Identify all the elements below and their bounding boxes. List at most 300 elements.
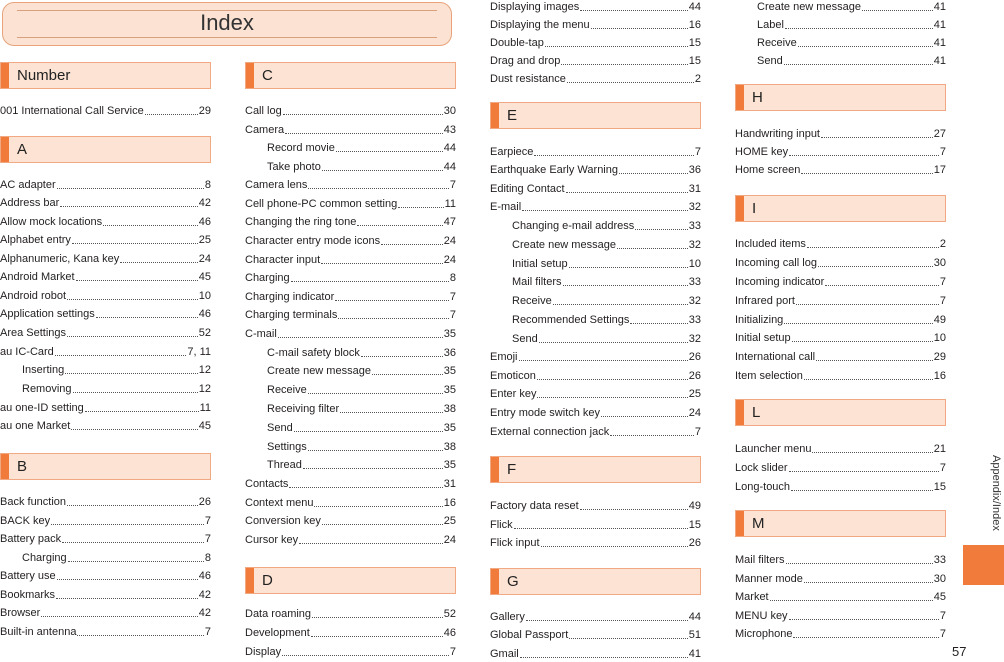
index-entry <box>490 196 701 214</box>
index-entry <box>735 346 946 364</box>
dot-leader <box>821 137 933 138</box>
entry-page: 41 <box>933 37 946 49</box>
dot-leader <box>789 155 939 156</box>
index-entry <box>490 0 701 14</box>
entry-term: Infrared port <box>735 295 795 307</box>
index-entry <box>735 141 946 159</box>
entry-term: Gallery <box>490 611 525 623</box>
index-entry <box>245 603 456 621</box>
dot-leader <box>580 509 688 510</box>
dot-leader <box>798 46 933 47</box>
entry-term: External connection jack <box>490 426 610 438</box>
index-entry <box>757 50 946 68</box>
entry-page: 24 <box>688 407 701 419</box>
entry-page: 32 <box>688 333 701 345</box>
title-rule-bottom <box>17 37 437 38</box>
dot-leader <box>569 267 688 268</box>
entry-term: International call <box>735 351 816 363</box>
entry-term: Changing e-mail address <box>512 220 635 232</box>
entry-term: Address bar <box>0 197 60 209</box>
entry-page: 29 <box>198 105 211 117</box>
entry-page: 27 <box>933 128 946 140</box>
index-entry <box>490 514 701 532</box>
entry-term: C-mail safety block <box>267 347 360 359</box>
entry-term: Incoming indicator <box>735 276 825 288</box>
dot-leader <box>526 620 688 621</box>
dot-leader <box>335 300 449 301</box>
dot-leader <box>308 188 449 189</box>
dot-leader <box>566 192 688 193</box>
entry-page: 7, 11 <box>187 346 211 358</box>
section-header-m <box>735 510 946 537</box>
dot-leader <box>145 114 198 115</box>
dot-leader <box>381 244 443 245</box>
entry-page: 38 <box>443 403 456 415</box>
section-marker <box>736 511 744 536</box>
dot-leader <box>619 173 688 174</box>
entry-page: 7 <box>939 146 946 158</box>
dot-leader <box>567 82 694 83</box>
index-entry <box>735 290 946 308</box>
entry-term: Charging indicator <box>245 291 335 303</box>
index-entry <box>0 415 211 433</box>
entry-page: 32 <box>688 239 701 251</box>
entry-page: 12 <box>198 364 211 376</box>
index-entry <box>490 68 701 86</box>
entry-page: 16 <box>688 19 701 31</box>
entry-term: Inserting <box>22 364 65 376</box>
index-entry <box>512 328 701 346</box>
dot-leader <box>291 281 449 282</box>
entry-term: Character entry mode icons <box>245 235 381 247</box>
entry-page: 33 <box>933 554 946 566</box>
dot-leader <box>789 619 939 620</box>
entry-term: Development <box>245 627 310 639</box>
dot-leader <box>786 563 933 564</box>
entry-term: Battery use <box>0 570 56 582</box>
index-entry <box>490 178 701 196</box>
entry-page: 35 <box>443 365 456 377</box>
entry-term: E-mail <box>490 201 522 213</box>
dot-leader <box>601 416 688 417</box>
index-entry <box>245 529 456 547</box>
entry-term: Camera <box>245 124 285 136</box>
chapter-label: Appendix/Index <box>990 455 1002 531</box>
entry-term: Removing <box>22 383 72 395</box>
index-entry <box>735 327 946 345</box>
index-entry <box>267 379 456 397</box>
entry-page: 46 <box>198 308 211 320</box>
section-marker <box>736 400 744 425</box>
dot-leader <box>56 598 198 599</box>
entry-term: AC adapter <box>0 179 56 191</box>
dot-leader <box>68 561 204 562</box>
entry-term: C-mail <box>245 328 277 340</box>
entry-page: 7 <box>939 628 946 640</box>
section-header-number <box>0 62 211 89</box>
index-entry <box>267 398 456 416</box>
dot-leader <box>398 207 443 208</box>
entry-term: Earpiece <box>490 146 534 158</box>
entry-page: 7 <box>204 533 211 545</box>
entry-page: 47 <box>443 216 456 228</box>
dot-leader <box>541 546 688 547</box>
index-entry <box>245 174 456 192</box>
entry-page: 7 <box>449 291 456 303</box>
entry-term: Lock slider <box>735 462 788 474</box>
index-entry <box>735 476 946 494</box>
dot-leader <box>372 374 443 375</box>
dot-leader <box>537 397 687 398</box>
dot-leader <box>630 323 687 324</box>
index-entry <box>245 304 456 322</box>
dot-leader <box>77 635 203 636</box>
index-entry <box>0 192 211 210</box>
entry-page: 26 <box>688 351 701 363</box>
dot-leader <box>73 392 198 393</box>
index-entry <box>757 14 946 32</box>
entry-page: 26 <box>688 370 701 382</box>
dot-leader <box>338 318 449 319</box>
entry-term: Alphabet entry <box>0 234 71 246</box>
entry-term: BACK key <box>0 515 51 527</box>
entry-page: 45 <box>198 271 211 283</box>
dot-leader <box>818 266 933 267</box>
dot-leader <box>591 28 688 29</box>
entry-term: Included items <box>735 238 806 250</box>
entry-term: Take photo <box>267 161 321 173</box>
dot-leader <box>804 582 933 583</box>
entry-page: 46 <box>198 570 211 582</box>
dot-leader <box>785 28 933 29</box>
index-entry <box>0 285 211 303</box>
index-entry <box>512 309 701 327</box>
entry-page: 35 <box>443 459 456 471</box>
entry-term: Global Passport <box>490 629 569 641</box>
dot-leader <box>825 285 939 286</box>
index-entry <box>267 156 456 174</box>
entry-term: Android robot <box>0 290 67 302</box>
index-entry <box>757 0 946 14</box>
entry-page: 35 <box>443 384 456 396</box>
dot-leader <box>67 505 198 506</box>
entry-page: 45 <box>198 420 211 432</box>
index-entry <box>245 211 456 229</box>
entry-term: Character input <box>245 254 321 266</box>
section-marker <box>246 568 254 593</box>
index-entry <box>245 622 456 640</box>
entry-term: Cursor key <box>245 534 299 546</box>
index-entry <box>757 32 946 50</box>
index-entry <box>490 383 701 401</box>
entry-page: 26 <box>688 537 701 549</box>
dot-leader <box>340 412 443 413</box>
dot-leader <box>816 360 933 361</box>
entry-page: 7 <box>449 646 456 658</box>
section-label: I <box>752 200 757 217</box>
index-entry <box>0 491 211 509</box>
entry-term: Flick input <box>490 537 540 549</box>
entry-page: 7 <box>204 626 211 638</box>
dot-leader <box>303 468 443 469</box>
entry-term: Receive <box>512 295 552 307</box>
entry-term: Microphone <box>735 628 793 640</box>
entry-term: Record movie <box>267 142 335 154</box>
section-marker <box>491 457 499 482</box>
entry-term: Item selection <box>735 370 803 382</box>
entry-page: 12 <box>198 383 211 395</box>
index-entry <box>22 359 211 377</box>
entry-page: 33 <box>688 276 701 288</box>
entry-term: au one Market <box>0 420 71 432</box>
dot-leader <box>514 528 688 529</box>
index-entry <box>0 303 211 321</box>
entry-term: Context menu <box>245 497 314 509</box>
section-label: M <box>752 515 765 532</box>
entry-term: Recommended Settings <box>512 314 630 326</box>
index-entry <box>512 234 701 252</box>
entry-page: 24 <box>443 254 456 266</box>
entry-term: Entry mode switch key <box>490 407 601 419</box>
entry-page: 41 <box>933 1 946 13</box>
index-entry <box>735 549 946 567</box>
dot-leader <box>563 285 688 286</box>
index-entry <box>490 365 701 383</box>
index-entry <box>735 365 946 383</box>
dot-leader <box>321 263 443 264</box>
entry-term: au IC-Card <box>0 346 54 358</box>
index-entry <box>490 50 701 68</box>
entry-page: 36 <box>443 347 456 359</box>
entry-page: 51 <box>688 629 701 641</box>
index-entry <box>245 267 456 285</box>
entry-page: 15 <box>933 481 946 493</box>
dot-leader <box>793 637 938 638</box>
dot-leader <box>103 225 198 226</box>
dot-leader <box>796 304 939 305</box>
dot-leader <box>57 188 204 189</box>
entry-term: Double-tap <box>490 37 544 49</box>
entry-term: Flick <box>490 519 513 531</box>
index-entry <box>245 641 456 659</box>
entry-term: Thread <box>267 459 302 471</box>
entry-term: Dust resistance <box>490 73 566 85</box>
entry-page: 33 <box>688 314 701 326</box>
dot-leader <box>96 317 198 318</box>
dot-leader <box>784 64 933 65</box>
entry-term: Changing the ring tone <box>245 216 357 228</box>
entry-page: 42 <box>198 589 211 601</box>
entry-term: Handwriting input <box>735 128 820 140</box>
entry-term: Drag and drop <box>490 55 561 67</box>
index-entry <box>490 421 701 439</box>
entry-page: 35 <box>443 422 456 434</box>
section-marker <box>1 454 9 479</box>
dot-leader <box>519 360 688 361</box>
index-entry <box>735 123 946 141</box>
dot-leader <box>617 248 688 249</box>
dot-leader <box>807 247 939 248</box>
index-entry <box>245 323 456 341</box>
entry-page: 16 <box>933 370 946 382</box>
index-entry <box>512 290 701 308</box>
entry-term: Conversion key <box>245 515 321 527</box>
section-marker <box>491 569 499 594</box>
index-entry <box>245 193 456 211</box>
entry-page: 44 <box>688 611 701 623</box>
index-entry <box>245 230 456 248</box>
dot-leader <box>283 114 443 115</box>
entry-term: MENU key <box>735 610 788 622</box>
entry-page: 7 <box>694 426 701 438</box>
index-entry <box>0 211 211 229</box>
entry-term: Charging <box>245 272 290 284</box>
entry-page: 30 <box>933 257 946 269</box>
page-number: 57 <box>952 644 967 659</box>
entry-page: 7 <box>939 295 946 307</box>
section-marker <box>491 103 499 128</box>
entry-page: 41 <box>933 19 946 31</box>
dot-leader <box>804 379 933 380</box>
entry-page: 30 <box>933 573 946 585</box>
entry-page: 2 <box>694 73 701 85</box>
dot-leader <box>862 10 933 11</box>
entry-page: 38 <box>443 441 456 453</box>
entry-term: Bookmarks <box>0 589 56 601</box>
entry-term: Allow mock locations <box>0 216 103 228</box>
index-entry <box>0 229 211 247</box>
entry-term: Charging terminals <box>245 309 338 321</box>
entry-page: 44 <box>443 142 456 154</box>
entry-term: Incoming call log <box>735 257 817 269</box>
entry-page: 52 <box>443 608 456 620</box>
index-entry <box>735 605 946 623</box>
entry-term: Earthquake Early Warning <box>490 164 618 176</box>
entry-page: 33 <box>688 220 701 232</box>
index-entry <box>0 174 211 192</box>
dot-leader <box>569 638 687 639</box>
entry-page: 30 <box>443 105 456 117</box>
dot-leader <box>812 452 932 453</box>
entry-page: 25 <box>198 234 211 246</box>
section-label: C <box>262 67 273 84</box>
entry-term: Receive <box>757 37 797 49</box>
section-header-e <box>490 102 701 129</box>
section-header-c <box>245 62 456 89</box>
index-entry <box>0 322 211 340</box>
entry-page: 15 <box>688 519 701 531</box>
section-header-f <box>490 456 701 483</box>
dot-leader <box>336 151 443 152</box>
entry-term: Initializing <box>735 314 784 326</box>
index-entry <box>0 528 211 546</box>
entry-term: Send <box>757 55 783 67</box>
entry-page: 41 <box>933 55 946 67</box>
entry-page: 10 <box>688 258 701 270</box>
dot-leader <box>561 64 687 65</box>
entry-page: 29 <box>933 351 946 363</box>
entry-page: 15 <box>688 37 701 49</box>
entry-term: Long-touch <box>735 481 791 493</box>
dot-leader <box>314 506 442 507</box>
dot-leader <box>60 206 197 207</box>
index-entry <box>490 606 701 624</box>
index-entry <box>245 492 456 510</box>
index-entry <box>490 159 701 177</box>
index-entry <box>0 510 211 528</box>
entry-term: Emoji <box>490 351 518 363</box>
index-entry <box>490 624 701 642</box>
index-entry <box>267 342 456 360</box>
entry-term: Label <box>757 19 784 31</box>
index-entry <box>0 565 211 583</box>
index-entry <box>735 586 946 604</box>
entry-page: 17 <box>933 164 946 176</box>
dot-leader <box>120 262 198 263</box>
index-entry <box>490 14 701 32</box>
section-label: D <box>262 572 273 589</box>
index-entry <box>490 32 701 50</box>
index-entry <box>267 436 456 454</box>
entry-page: 7 <box>694 146 701 158</box>
entry-page: 11 <box>444 198 456 210</box>
entry-term: Home screen <box>735 164 801 176</box>
dot-leader <box>791 490 933 491</box>
index-entry <box>735 568 946 586</box>
entry-page: 16 <box>443 497 456 509</box>
entry-term: Browser <box>0 607 41 619</box>
entry-page: 7 <box>939 462 946 474</box>
dot-leader <box>580 10 687 11</box>
entry-page: 43 <box>443 124 456 136</box>
entry-term: Manner mode <box>735 573 803 585</box>
index-entry <box>735 623 946 641</box>
dot-leader <box>308 393 443 394</box>
dot-leader <box>282 655 449 656</box>
index-entry <box>245 473 456 491</box>
entry-term: Android Market <box>0 271 75 283</box>
index-entry <box>490 141 701 159</box>
dot-leader <box>62 542 204 543</box>
index-entry <box>512 215 701 233</box>
entry-page: 25 <box>443 515 456 527</box>
dot-leader <box>311 636 443 637</box>
entry-term: Gmail <box>490 648 519 660</box>
section-label: B <box>17 458 28 475</box>
dot-leader <box>520 657 688 658</box>
index-entry <box>22 378 211 396</box>
section-marker <box>246 63 254 88</box>
entry-term: Charging <box>22 552 67 564</box>
index-entry <box>0 621 211 639</box>
chapter-tab <box>963 545 1004 585</box>
entry-term: Display <box>245 646 282 658</box>
entry-term: Mail filters <box>735 554 785 566</box>
dot-leader <box>57 579 198 580</box>
entry-page: 24 <box>198 253 211 265</box>
entry-page: 46 <box>443 627 456 639</box>
dot-leader <box>71 429 197 430</box>
entry-page: 52 <box>198 327 211 339</box>
entry-term: Market <box>735 591 769 603</box>
index-entry <box>245 510 456 528</box>
entry-term: Receive <box>267 384 307 396</box>
index-entry <box>735 271 946 289</box>
dot-leader <box>789 471 939 472</box>
index-entry <box>0 602 211 620</box>
section-marker <box>736 196 744 221</box>
entry-term: Built-in antenna <box>0 626 77 638</box>
